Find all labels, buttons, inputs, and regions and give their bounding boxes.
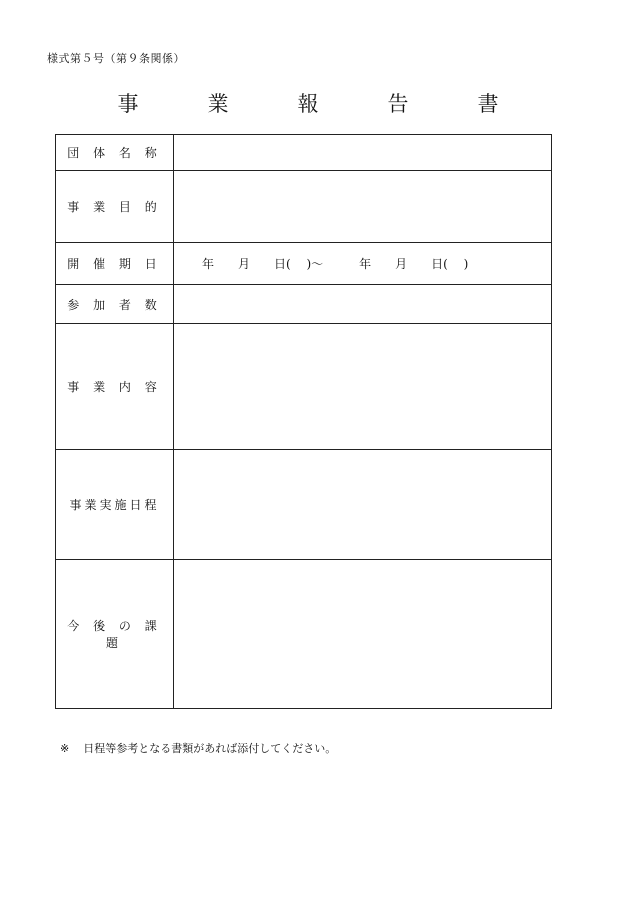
row-content: [56, 324, 552, 450]
row-organization-name: [56, 135, 552, 171]
report-table: [55, 134, 552, 709]
label-organization-name: 団 体 名 称: [56, 135, 174, 171]
form-number: 様式第５号（第９条関係）: [47, 52, 185, 65]
field-participants[interactable]: [174, 285, 552, 324]
field-schedule[interactable]: [174, 450, 552, 560]
label-schedule: 事業実施日程: [56, 450, 174, 560]
field-event-dates[interactable]: [174, 243, 552, 285]
row-participants: [56, 285, 552, 324]
row-event-dates: [56, 243, 552, 285]
label-event-dates: 開 催 期 日: [56, 243, 174, 285]
label-future-issues: 今 後 の 課 題: [56, 560, 174, 709]
row-purpose: [56, 171, 552, 243]
reference-mark-icon: ※: [60, 742, 70, 755]
field-purpose[interactable]: [174, 171, 552, 243]
label-content: 事 業 内 容: [56, 324, 174, 450]
field-future-issues[interactable]: [174, 560, 552, 709]
date-range-text: 年 月 日( )～ 年 月 日( ): [202, 257, 469, 271]
footnote: [60, 740, 336, 756]
document-title: 事 業 報 告 書: [117, 92, 523, 116]
field-content[interactable]: [174, 324, 552, 450]
footnote-text: 日程等参考となる書類があれば添付してください。: [83, 742, 337, 755]
row-schedule: [56, 450, 552, 560]
label-purpose: 事 業 目 的: [56, 171, 174, 243]
label-participants: 参 加 者 数: [56, 285, 174, 324]
row-future-issues: [56, 560, 552, 709]
field-organization-name[interactable]: [174, 135, 552, 171]
